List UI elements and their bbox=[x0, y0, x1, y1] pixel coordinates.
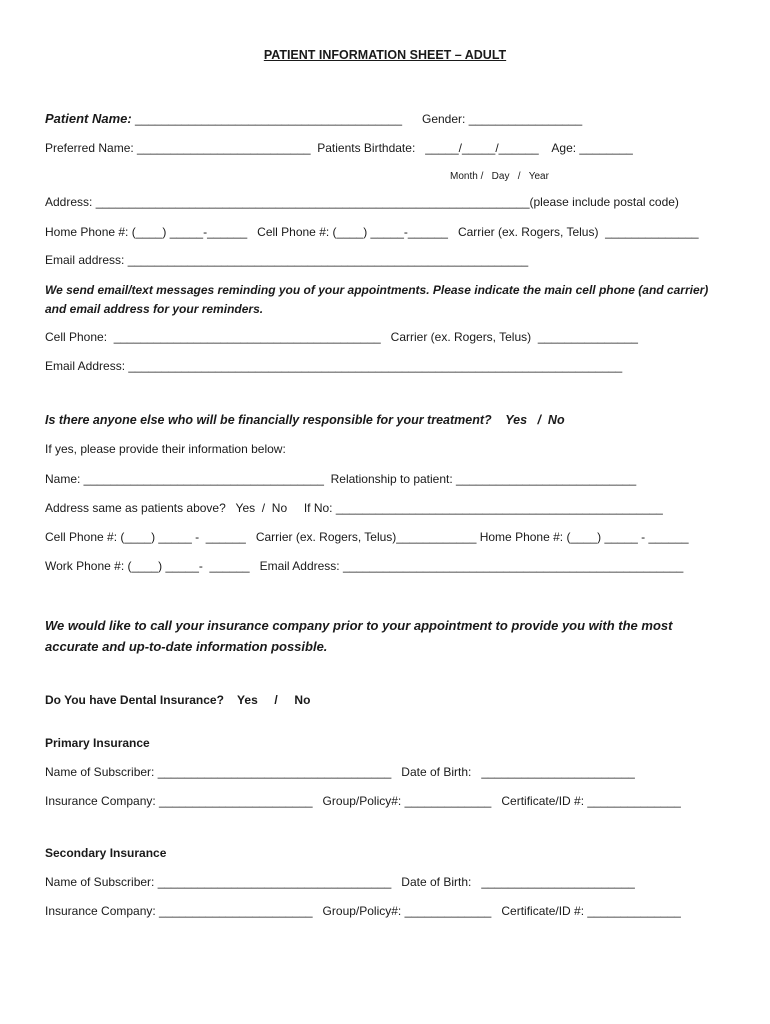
if-yes-instruction: If yes, please provide their information below: bbox=[45, 442, 286, 456]
secondary-company-row[interactable]: Insurance Company: _______________________ Group/Policy#: _____________ Certificate/ID #: ______________ bbox=[45, 904, 681, 918]
address-field[interactable]: Address: _________________________________________________________________(please include postal code) bbox=[45, 195, 679, 209]
patient-name-label: Patient Name: bbox=[45, 111, 132, 126]
financial-question[interactable]: Is there anyone else who will be financially responsible for your treatment? Yes / No bbox=[45, 413, 565, 427]
reminder-notice-line-1: We send email/text messages reminding you of your appointments. Please indicate the main cell phone (and carrier) bbox=[45, 283, 709, 297]
insurance-notice-line-1: We would like to call your insurance company prior to your appointment to provide you with the most bbox=[45, 618, 673, 633]
dental-insurance-question[interactable]: Do You have Dental Insurance? Yes / No bbox=[45, 693, 311, 707]
responsible-phone-row[interactable]: Cell Phone #: (____) _____ - ______ Carrier (ex. Rogers, Telus)____________ Home Phone #: (____) _____ - ______ bbox=[45, 530, 689, 544]
patient-name-field[interactable]: ________________________________________ bbox=[131, 112, 412, 126]
patient-name-row bbox=[45, 111, 582, 127]
gender-field[interactable]: Gender: _________________ bbox=[412, 112, 583, 126]
responsible-work-email-row[interactable]: Work Phone #: (____) _____- ______ Email Address: ___________________________________________________ bbox=[45, 559, 684, 573]
birthdate-hint: Month / Day / Year bbox=[450, 171, 549, 182]
email-field[interactable]: Email address: ____________________________________________________________ bbox=[45, 253, 529, 267]
secondary-insurance-heading: Secondary Insurance bbox=[45, 846, 167, 860]
responsible-name-row[interactable]: Name: ____________________________________ Relationship to patient: ___________________________ bbox=[45, 472, 637, 486]
secondary-subscriber-row[interactable]: Name of Subscriber: ___________________________________ Date of Birth: _______________________ bbox=[45, 875, 635, 889]
primary-insurance-heading: Primary Insurance bbox=[45, 736, 150, 750]
primary-subscriber-row[interactable]: Name of Subscriber: ___________________________________ Date of Birth: _______________________ bbox=[45, 765, 635, 779]
reminder-notice-line-2: and email address for your reminders. bbox=[45, 302, 264, 316]
address-same-row[interactable]: Address same as patients above? Yes / No If No: _________________________________________________ bbox=[45, 501, 663, 515]
reminder-cell-phone-row[interactable]: Cell Phone: ________________________________________ Carrier (ex. Rogers, Telus) _______________ bbox=[45, 330, 638, 344]
insurance-notice-line-2: accurate and up-to-date information possible. bbox=[45, 639, 328, 654]
page-title: PATIENT INFORMATION SHEET – ADULT bbox=[263, 48, 507, 62]
preferred-name-row[interactable]: Preferred Name: __________________________ Patients Birthdate: _____/_____/______ Age: ________ bbox=[45, 141, 633, 155]
primary-company-row[interactable]: Insurance Company: _______________________ Group/Policy#: _____________ Certificate/ID #: ______________ bbox=[45, 794, 681, 808]
reminder-email-field[interactable]: Email Address: __________________________________________________________________________ bbox=[45, 359, 623, 373]
phone-row[interactable]: Home Phone #: (____) _____-______ Cell Phone #: (____) _____-______ Carrier (ex. Rogers, Telus) ______________ bbox=[45, 225, 699, 239]
